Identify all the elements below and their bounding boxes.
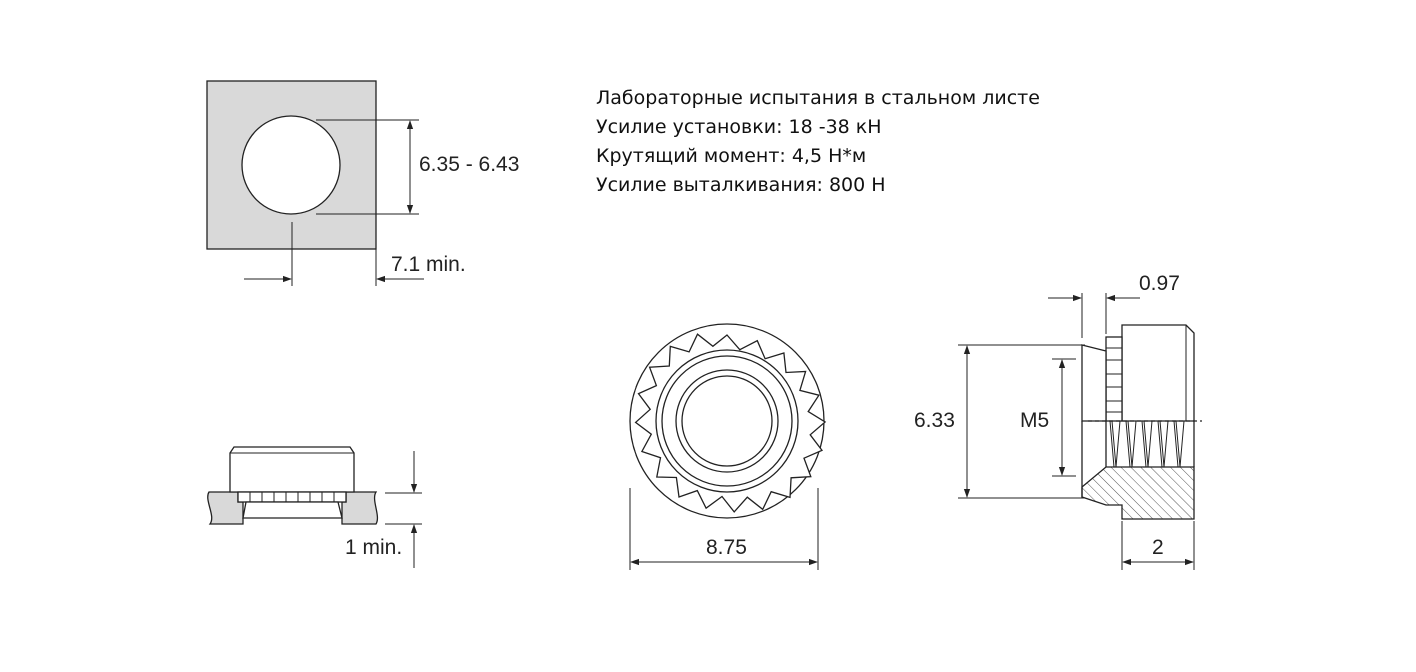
mounting-hole <box>242 116 340 214</box>
thread-minor-circle <box>682 376 772 466</box>
nut-body-outline <box>1122 325 1194 421</box>
nut-shank <box>243 502 342 518</box>
sheet-thickness-label: 1 min. <box>345 536 403 559</box>
edge-distance-label: 7.1 min. <box>391 253 466 276</box>
hole-diameter-label: 6.35 - 6.43 <box>419 153 520 176</box>
section-hatched-area <box>1082 467 1194 519</box>
shank-lip <box>1082 345 1106 421</box>
collar-serrations <box>1106 337 1122 421</box>
nut-head <box>230 447 354 492</box>
pushout-force-text: Усилие выталкивания: 800 Н <box>596 174 886 196</box>
installation-force-text: Усилие установки: 18 -38 кН <box>596 116 882 138</box>
test-info-title: Лабораторные испытания в стальном листе <box>596 87 1040 109</box>
body-width-label: 2 <box>1152 536 1164 559</box>
serrated-collar <box>238 492 346 502</box>
nut-section-view <box>958 293 1202 570</box>
thread-teeth <box>1106 421 1194 467</box>
shank-length-label: 0.97 <box>1139 272 1180 295</box>
height-label: 6.33 <box>914 409 955 432</box>
thread-label: M5 <box>1020 409 1050 432</box>
outer-diameter-label: 8.75 <box>706 536 747 559</box>
nut-front-view <box>630 324 825 570</box>
torque-text: Крутящий момент: 4,5 Н*м <box>596 145 867 167</box>
